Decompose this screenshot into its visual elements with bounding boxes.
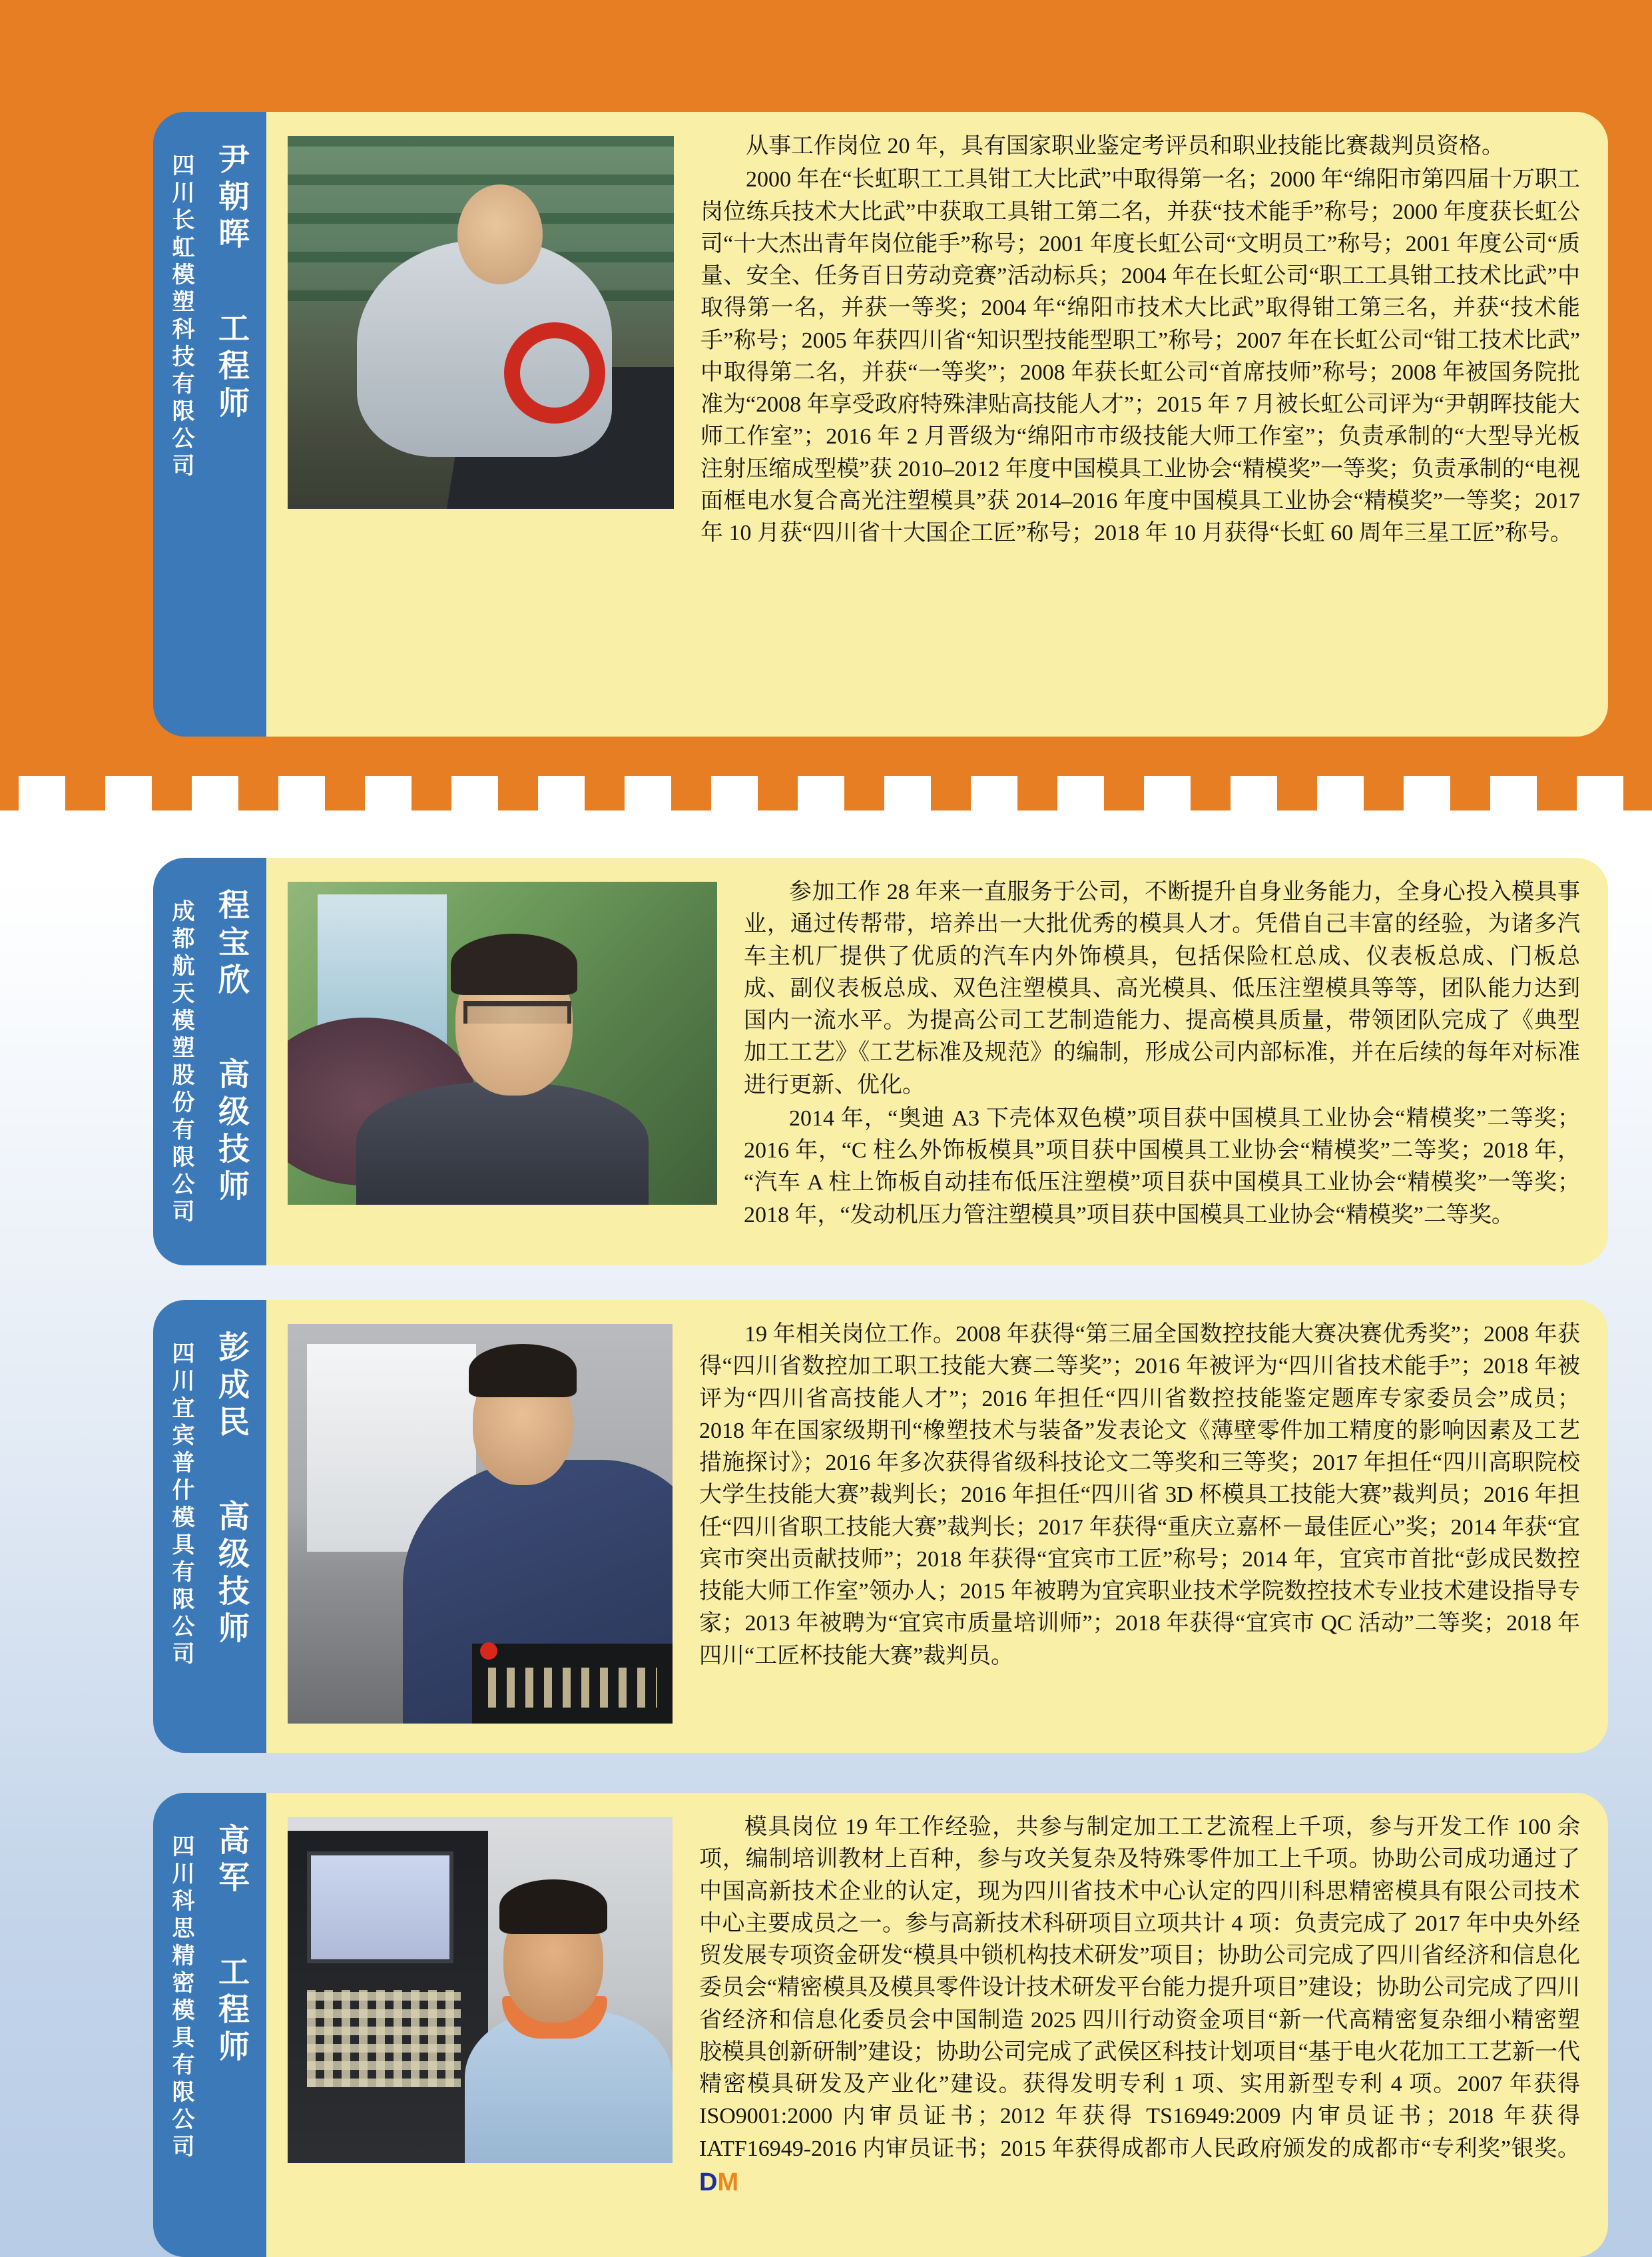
company-name: 四川科思精密模具有限公司 bbox=[168, 1834, 194, 2162]
film-strip-perforation bbox=[0, 776, 1652, 810]
person-name-title bbox=[210, 888, 254, 1207]
bio-paragraph: 19 年相关岗位工作。2008 年获得“第三届全国数控技能大赛决赛优秀奖”；2008 年获得“四川省数控加工职工技能大赛二等奖”；2016 年被评为“四川省技术能手”；2018 年被评为“四川省高技能人才”；2016 年担任“四川省数控技能鉴定题库专家委员会”成员；2018 年在国家级期刊“橡塑技术与装备”发表论文《薄壁零件加工精度的影响因素及工艺措施探讨》；2016 年多次获得省级科技论文二等奖和三等奖；2017 年担任“四川高职院校大学生技能大赛”裁判长；2016 年担任“四川省 3D 杯模具工技能大赛”裁判员；2016 年担任“四川省职工技能大赛”裁判长；2017 年获得“重庆立嘉杯－最佳匠心”奖；2014 年获“宜宾市突出贡献技师”；2018 年获得“宜宾市工匠”称号；2014 年，宜宾市首批“彭成民数控技能大师工作室”领办人；2015 年被聘为宜宾职业技术学院数控技术专业技术建设指导专家；2013 年被聘为“宜宾市质量培训师”；2018 年获得“宜宾市 QC 活动”二等奖；2018 年四川“工匠杯技能大赛”裁判员。 bbox=[699, 1322, 1580, 1668]
company-name: 成都航天模塑股份有限公司 bbox=[168, 899, 194, 1227]
person-job-title: 高级技师 bbox=[214, 1500, 250, 1649]
worker-head bbox=[457, 184, 543, 284]
dm-logo bbox=[699, 2168, 738, 2196]
person-name-title bbox=[210, 143, 254, 424]
person-name-title bbox=[210, 1823, 254, 2067]
profile-label-1 bbox=[153, 112, 266, 737]
bio-paragraph: 参加工作 28 年来一直服务于公司，不断提升自身业务能力，全身心投入模具事业，通过传帮带，培养出一大批优秀的模具人才。凭借自己丰富的经验，为诸多汽车主机厂提供了优质的汽车内外饰模具，包括保险杠总成、仪表板总成、门板总成、副仪表板总成、双色注塑模具、高光模具、低压注塑模具等等，团队能力达到国内一流水平。为提高公司工艺制造能力、提高模具质量，带领团队完成了《典型加工工艺》《工艺标准及规范》的编制，形成公司内部标准，并在后续的每年对标准进行更新、优化。 bbox=[744, 880, 1580, 1098]
person-job-title: 工程师 bbox=[214, 1955, 250, 2067]
profile-body-4 bbox=[266, 1793, 1608, 2257]
profile-card-peng-chengmin bbox=[153, 1300, 1608, 1753]
dm-logo-m: M bbox=[717, 2168, 739, 2196]
man-hair bbox=[499, 1879, 607, 1934]
glasses bbox=[463, 1001, 571, 1024]
profile-card-gao-jun bbox=[153, 1793, 1608, 2257]
person-name: 彭成民 bbox=[214, 1331, 250, 1443]
profile-body-2 bbox=[266, 858, 1608, 1265]
company-name: 四川长虹模塑科技有限公司 bbox=[168, 153, 194, 481]
man-hair bbox=[451, 934, 577, 995]
bio-text: 模具岗位 19 年工作经验，共参与制定加工工艺流程上千项，参与开发工作 100 余项，编制培训教材上百种，参与攻关复杂及特殊零件加工上千项。协助公司成功通过了中国高新技术企业的认定，现为四川省技术中心认定的四川科思精密模具有限公司技术中心主要成员之一。参与高新技术科研项目立项共计 4 项：负责完成了 2017 年中央外经贸发展专项资金研发“模具中锁机构技术研发”项目；协助公司完成了四川省经济和信息化委员会“精密模具及模具零件设计技术研发平台能力提升项目”建设；协助公司完成了四川省经济和信息化委员会中国制造 2025 四川行动资金项目“新一代高精密复杂细小精密塑胶模具创新研制”建设；协助公司完成了武侯区科技计划项目“基于电火花加工工艺新一代精密模具研发及产业化”建设。获得发明专利 1 项、实用新型专利 4 项。2007 年获得 ISO9001:2000 内审员证书；2012 年获得 TS16949:2009 内审员证书；2018 年获得 IATF16949-2016 内审员证书；2015 年获得成都市人民政府颁发的成都市“专利奖”银奖。 bbox=[699, 1815, 1580, 2161]
cnc-screen bbox=[307, 1851, 453, 1963]
cnc-keypad bbox=[307, 1990, 461, 2087]
person-name: 高军 bbox=[214, 1823, 250, 1898]
red-button bbox=[480, 1642, 497, 1660]
profile-photo-workshop bbox=[288, 136, 674, 509]
man-hair bbox=[469, 1344, 577, 1397]
panel-buttons bbox=[488, 1668, 657, 1708]
profile-card-yin-zhaohui bbox=[153, 112, 1608, 737]
profile-body-1 bbox=[266, 112, 1608, 737]
bio-paragraph: 2014 年，“奥迪 A3 下壳体双色模”项目获中国模具工业协会“精模奖”二等奖；2016 年，“C 柱么外饰板模具”项目获中国模具工业协会“精模奖”二等奖；2018 年，“汽车 A 柱上饰板自动挂布低压注塑模”项目获中国模具工业协会“精模奖”一等奖；2018 年，“发动机压力管注塑模具”项目获中国模具工业协会“精模奖”二等奖。 bbox=[744, 1106, 1580, 1227]
bio-paragraph: 2000 年在“长虹职工工具钳工大比武”中取得第一名；2000 年“绵阳市第四届十万职工岗位练兵技术大比武”中获取工具钳工第二名，并获“技术能手”称号；2000 年度获长虹公司“十大杰出青年岗位能手”称号；2001 年度长虹公司“文明员工”称号；2001 年度公司“质量、安全、任务百日劳动竞赛”活动标兵；2004 年在长虹公司“职工工具钳工技术比武”中取得第一名，并获一等奖；2004 年“绵阳市技术大比武”取得钳工第三名，并获“技术能手”称号；2005 年获四川省“知识型技能型职工”称号；2007 年在长虹公司“钳工技术比武”中取得第二名，并获“一等奖”；2008 年获长虹公司“首席技师”称号；2008 年被国务院批准为“2008 年享受政府特殊津贴高技能人才”；2015 年 7 月被长虹公司评为“尹朝晖技能大师工作室”；2016 年 2 月晋级为“绵阳市市级技能大师工作室”；负责承制的“大型导光板注射压缩成型模”获 2010–2012 年度中国模具工业协会“精模奖”一等奖；负责承制的“电视面框电水复合高光注塑模具”获 2014–2016 年度中国模具工业协会“精模奖”一等奖；2017 年 10 月获“四川省十大国企工匠”称号；2018 年 10 月获得“长虹 60 周年三星工匠”称号。 bbox=[700, 167, 1580, 546]
red-lifting-ring bbox=[504, 322, 605, 424]
person-name: 尹朝晖 bbox=[214, 143, 250, 254]
company-name: 四川宜宾普什模具有限公司 bbox=[168, 1341, 194, 1669]
bio-paragraph: 从事工作岗位 20 年，具有国家职业鉴定考评员和职业技能比赛裁判员资格。 bbox=[746, 134, 1504, 159]
person-job-title: 高级技师 bbox=[214, 1058, 250, 1207]
profile-photo-control-panel bbox=[288, 1324, 673, 1724]
person-job-title: 工程师 bbox=[214, 312, 250, 424]
profile-photo-cnc-machine bbox=[288, 1817, 673, 2163]
man-jacket bbox=[356, 1082, 649, 1205]
person-name-title bbox=[210, 1331, 254, 1649]
profile-label-4 bbox=[153, 1793, 266, 2257]
person-name: 程宝欣 bbox=[214, 888, 250, 1000]
profile-body-3 bbox=[266, 1300, 1608, 1753]
profile-label-2 bbox=[153, 858, 266, 1265]
profile-label-3 bbox=[153, 1300, 266, 1753]
dm-logo-d: D bbox=[699, 2168, 718, 2196]
profile-photo-portrait bbox=[288, 882, 717, 1205]
profile-card-cheng-baoxin bbox=[153, 858, 1608, 1265]
